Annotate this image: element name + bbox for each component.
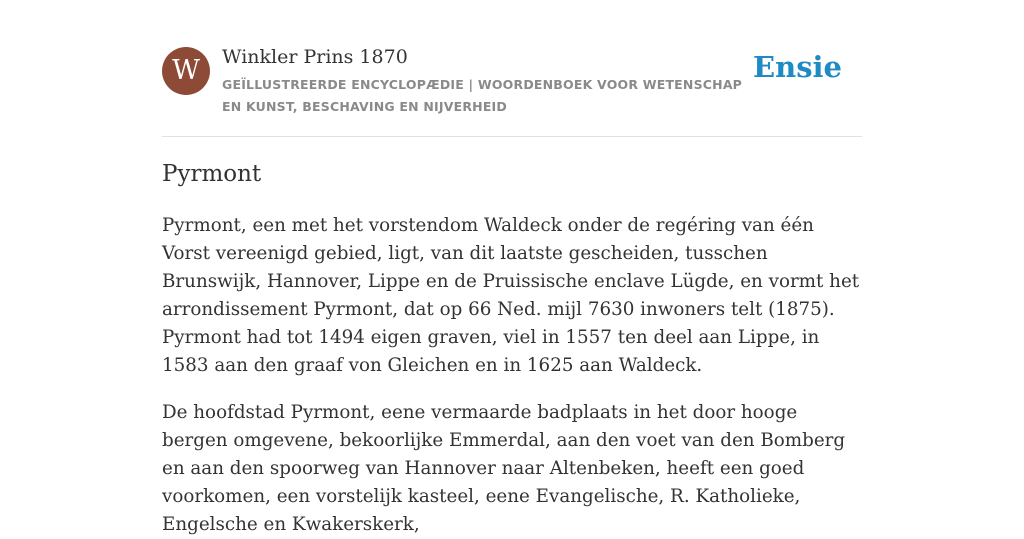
source-title[interactable]: Winkler Prins 1870 (222, 46, 408, 68)
source-avatar[interactable]: W (162, 47, 210, 95)
article (162, 156, 867, 539)
source-subtitle: GEÏLLUSTREERDE ENCYCLOPÆDIE | WOORDENBOEK VOOR WETENSCHAP EN KUNST, BESCHAVING EN NIJVERHEID (222, 77, 743, 114)
ensie-logo-link[interactable]: Ensie (753, 50, 842, 84)
source-header (162, 44, 862, 137)
article-paragraph: De hoofdstad Pyrmont, eene vermaarde badplaats in het door hooge bergen omgevene, bekoorlijke Emmerdal, aan den voet van den Bomberg en aan den spoorweg van Hannover naar Altenbeken, heeft een goed voorkomen, een vorstelijk kasteel, eene Evangelische, R. Katholieke, Engelsche en Kwakerskerk, (162, 402, 846, 535)
article-title: Pyrmont (162, 161, 262, 187)
article-paragraph: Pyrmont, een met het vorstendom Waldeck onder de regéring van één Vorst vereenigd gebied, ligt, van dit laatste gescheiden, tusschen Brunswijk, Hannover, Lippe en de Pruissische enclave Lügde, en vormt het arrondissement Pyrmont, dat op 66 Ned. mijl 7630 inwoners telt (1875). Pyrmont had tot 1494 eigen graven, viel in 1557 ten deel aan Lippe, in 1583 aan den graaf von Gleichen en in 1625 aan Waldeck. (162, 215, 860, 376)
